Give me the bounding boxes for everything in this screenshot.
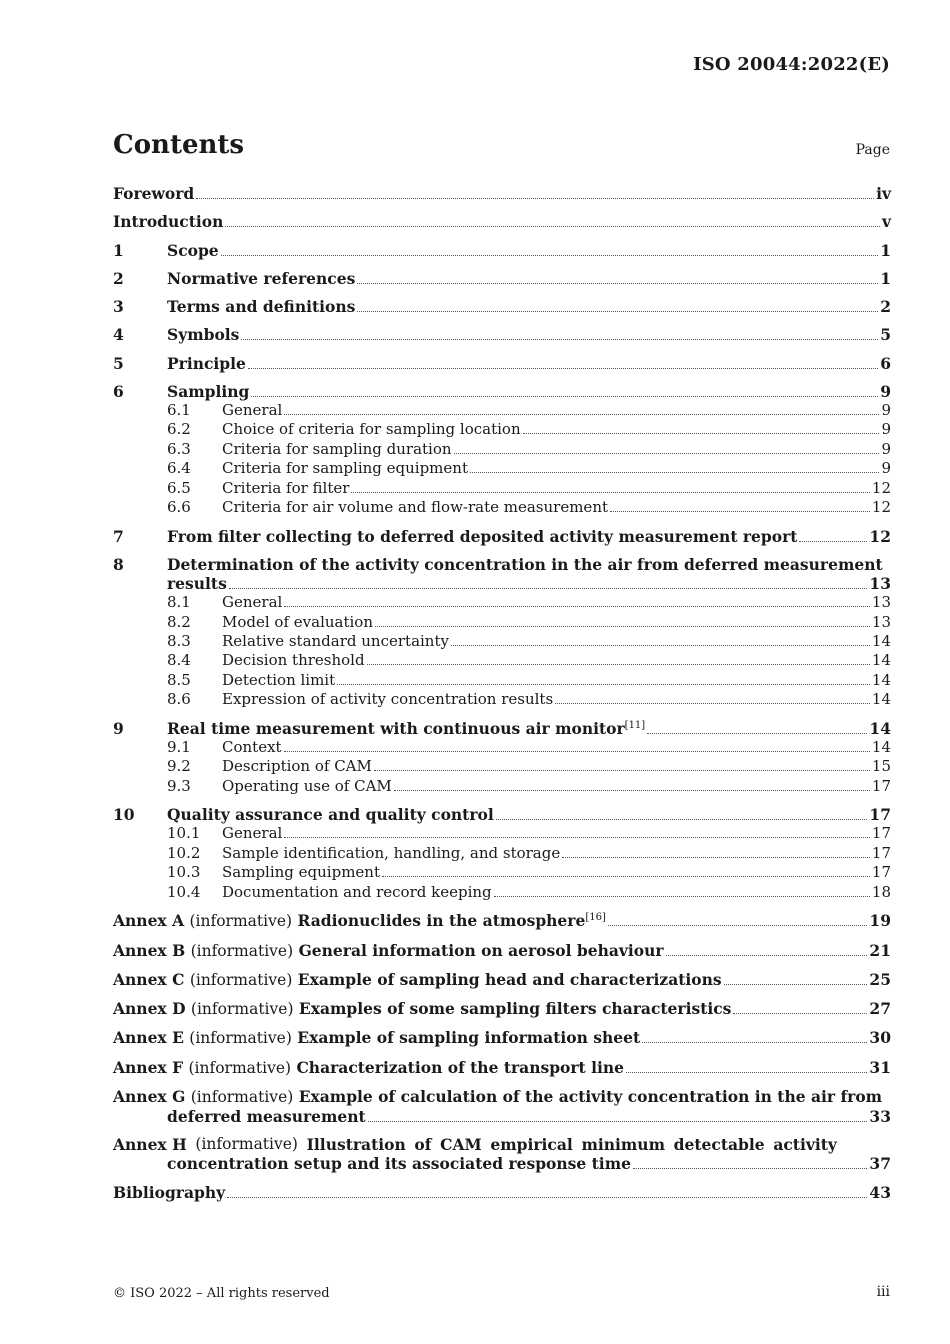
title-word: activity xyxy=(773,1135,837,1155)
toc-number: 10.2 xyxy=(167,843,201,862)
toc-entry-foreword[interactable] xyxy=(113,184,891,203)
annex-label: Annex C xyxy=(113,969,185,989)
title-word: CAM xyxy=(440,1135,482,1155)
toc-page: 17 xyxy=(869,805,891,825)
toc-subentry[interactable] xyxy=(113,883,891,902)
toc-title: Bibliography xyxy=(113,1182,226,1202)
toc-number: 10.4 xyxy=(167,882,201,901)
toc-subentry[interactable] xyxy=(113,651,891,670)
toc-title: Foreword xyxy=(113,184,195,203)
toc-page: 21 xyxy=(869,940,891,960)
toc-number: 8.1 xyxy=(167,593,191,612)
toc-number: 6.5 xyxy=(167,478,191,497)
toc-page: 18 xyxy=(871,882,891,901)
dot-leader xyxy=(555,703,870,704)
toc-title: Criteria for filter xyxy=(222,478,350,497)
toc-number: 8.3 xyxy=(167,631,191,650)
toc-page: 13 xyxy=(871,612,891,631)
toc-subentry[interactable] xyxy=(113,632,891,651)
toc-page: 31 xyxy=(869,1057,891,1077)
dot-leader xyxy=(647,733,867,734)
toc-title: Annex B (informative) General information on aerosol behaviour xyxy=(113,940,664,960)
toc-number: 8 xyxy=(113,555,124,575)
toc-page: 9 xyxy=(881,459,891,478)
dot-leader xyxy=(284,751,870,752)
annex-type: (informative) xyxy=(188,1058,292,1077)
toc-page: 37 xyxy=(869,1154,891,1174)
toc-entry-sampling[interactable] xyxy=(113,382,891,401)
annex-label: Annex D xyxy=(113,999,186,1019)
toc-title: Choice of criteria for sampling location xyxy=(222,420,521,439)
toc-entry-introduction[interactable] xyxy=(113,212,891,231)
toc-title: Context xyxy=(222,737,282,756)
title-word: Illustration xyxy=(306,1135,406,1155)
annex-type: (informative) xyxy=(190,1088,294,1107)
toc-title: Quality assurance and quality control xyxy=(167,805,494,825)
toc-entry-annex-c[interactable] xyxy=(113,970,891,990)
toc-title: Sample identification, handling, and storage xyxy=(222,843,561,862)
toc-title: Real time measurement with continuous air monitor[11] xyxy=(167,718,646,738)
toc-subentry[interactable] xyxy=(113,420,891,439)
dot-leader xyxy=(610,511,870,512)
dot-leader xyxy=(494,896,870,897)
toc-page: 27 xyxy=(869,999,891,1019)
toc-entry-annex-a[interactable] xyxy=(113,911,891,931)
toc-title: Documentation and record keeping xyxy=(222,882,492,901)
toc-title-line2: deferred measurement xyxy=(167,1107,366,1127)
toc-title: Annex C (informative) Example of sampling head and characterizations xyxy=(113,969,722,989)
dot-leader xyxy=(633,1168,867,1169)
toc-number: 9.2 xyxy=(167,757,191,776)
annex-type: (informative) xyxy=(190,941,294,960)
footer-page-number: iii xyxy=(876,1284,890,1300)
dot-leader xyxy=(523,433,880,434)
toc-page: 14 xyxy=(871,690,891,709)
toc-title: Sampling equipment xyxy=(222,863,380,882)
toc-number: 1 xyxy=(113,240,124,260)
toc-page: 14 xyxy=(871,737,891,756)
toc-number: 8.6 xyxy=(167,690,191,709)
dot-leader xyxy=(357,283,878,284)
toc-page: 1 xyxy=(880,240,891,260)
toc-number: 8.2 xyxy=(167,612,191,631)
toc-entry-annex-g-cont[interactable] xyxy=(113,1107,891,1126)
toc-entry-annex-f[interactable] xyxy=(113,1058,891,1078)
toc-entry-annex-h[interactable] xyxy=(113,1135,837,1154)
annex-type: (informative) xyxy=(189,1029,292,1048)
page-title: Contents xyxy=(113,130,245,160)
toc-page: 19 xyxy=(869,911,891,931)
dot-leader xyxy=(642,1042,867,1043)
dot-leader xyxy=(284,837,870,838)
toc-subentry[interactable] xyxy=(113,738,891,757)
dot-leader xyxy=(284,606,870,607)
toc-entry-annex-g[interactable] xyxy=(113,1087,891,1107)
toc-subentry[interactable] xyxy=(113,498,891,517)
dot-leader xyxy=(470,472,879,473)
toc-entry-annex-b[interactable] xyxy=(113,941,891,961)
toc-subentry[interactable] xyxy=(113,671,891,690)
toc-number: 8.4 xyxy=(167,651,191,670)
toc-page: 2 xyxy=(880,297,891,317)
toc-title-line1: Determination of the activity concentration in the air from deferred measurement xyxy=(167,555,883,575)
toc-subentry[interactable] xyxy=(113,459,891,478)
toc-title: Criteria for sampling equipment xyxy=(222,459,468,478)
dot-leader xyxy=(733,1013,867,1014)
toc-number: 5 xyxy=(113,353,124,373)
toc-entry-annex-e[interactable] xyxy=(113,1028,891,1048)
toc-entry-principle[interactable] xyxy=(113,354,891,373)
toc-title: Criteria for air volume and flow-rate measurement xyxy=(222,498,609,517)
toc-title: Scope xyxy=(167,240,219,260)
annex-label: Annex B xyxy=(113,940,186,960)
toc-page: iv xyxy=(876,184,891,203)
toc-entry-terms-and-definitions[interactable] xyxy=(113,297,891,316)
toc-title: Annex F (informative) Characterization of the transport line xyxy=(113,1057,624,1077)
toc-subentry[interactable] xyxy=(113,440,891,459)
toc-number: 4 xyxy=(113,325,124,345)
dot-leader xyxy=(626,1072,867,1073)
toc-entry-bibliography[interactable] xyxy=(113,1183,891,1202)
title-word: detectable xyxy=(673,1135,765,1155)
toc-number: 3 xyxy=(113,297,124,317)
toc-title: Terms and definitions xyxy=(167,297,356,317)
dot-leader xyxy=(229,588,868,589)
annex-label: Annex A xyxy=(113,911,185,931)
toc-title: General xyxy=(222,401,283,420)
toc-number: 6.2 xyxy=(167,420,191,439)
toc-entry-quality-assurance[interactable] xyxy=(113,805,891,824)
toc-title-line2: results xyxy=(167,574,227,594)
toc-title-line1: Example of calculation of the activity concentration in the air from xyxy=(298,1087,883,1107)
toc-subentry[interactable] xyxy=(113,690,891,709)
toc-title: Sampling xyxy=(167,382,250,402)
dot-leader xyxy=(374,770,870,771)
toc-entry-scope[interactable] xyxy=(113,241,891,260)
toc-page: 25 xyxy=(869,969,891,989)
toc-title: Expression of activity concentration results xyxy=(222,690,554,709)
toc-subentry[interactable] xyxy=(113,777,891,796)
toc-page: 12 xyxy=(869,526,891,546)
toc-number: 7 xyxy=(113,526,124,546)
toc-subentry[interactable] xyxy=(113,479,891,498)
toc-page: 15 xyxy=(871,757,891,776)
toc-page: 9 xyxy=(881,420,891,439)
title-word: empirical xyxy=(490,1135,573,1155)
dot-leader xyxy=(368,1121,868,1122)
dot-leader xyxy=(196,198,874,199)
toc-number: 6.3 xyxy=(167,439,191,458)
toc-page: 17 xyxy=(871,843,891,862)
toc-title: From filter collecting to deferred deposited activity measurement report xyxy=(167,526,798,546)
toc-title: General xyxy=(222,824,283,843)
dot-leader xyxy=(724,984,868,985)
toc-title: Annex D (informative) Examples of some sampling filters characteristics xyxy=(113,999,732,1019)
toc-subentry[interactable] xyxy=(113,401,891,420)
toc-number: 6 xyxy=(113,382,124,402)
toc-title: Decision threshold xyxy=(222,651,365,670)
toc-title: Description of CAM xyxy=(222,757,372,776)
toc-subentry[interactable] xyxy=(113,863,891,882)
annex-type: (informative) xyxy=(189,912,293,931)
toc-page: 14 xyxy=(871,631,891,650)
toc-page: 33 xyxy=(869,1107,891,1127)
toc-entry-annex-h-cont[interactable] xyxy=(113,1154,891,1173)
toc-page: 9 xyxy=(880,382,891,402)
dot-leader xyxy=(248,368,878,369)
toc-subentry[interactable] xyxy=(113,824,891,843)
toc-number: 9.3 xyxy=(167,776,191,795)
dot-leader xyxy=(284,414,879,415)
toc-entry-determination-cont[interactable] xyxy=(113,574,891,593)
toc-page: 43 xyxy=(869,1182,891,1202)
toc-page: v xyxy=(881,212,891,232)
toc-entry-symbols[interactable] xyxy=(113,325,891,344)
toc-page: 5 xyxy=(880,325,891,345)
toc-page: 14 xyxy=(871,651,891,670)
toc-entry-normative-references[interactable] xyxy=(113,269,891,288)
toc-page: 13 xyxy=(869,574,891,594)
dot-leader xyxy=(375,626,870,627)
annex-label: Annex G xyxy=(113,1087,186,1107)
toc-number: 6.1 xyxy=(167,401,191,420)
annex-type: (informative) xyxy=(190,1000,294,1019)
toc-entry-filter-to-report[interactable] xyxy=(113,527,891,546)
toc-title: General xyxy=(222,593,283,612)
dot-leader xyxy=(357,311,878,312)
toc-title: Relative standard uncertainty xyxy=(222,631,449,650)
dot-leader xyxy=(337,684,870,685)
toc-number: 10 xyxy=(113,805,135,825)
reference-superscript: [16] xyxy=(585,912,606,924)
toc-number: 8.5 xyxy=(167,670,191,689)
document-id: ISO 20044:2022(E) xyxy=(693,54,890,75)
toc-title-line2: concentration setup and its associated response time xyxy=(167,1154,631,1174)
dot-leader xyxy=(351,492,869,493)
toc-page: 17 xyxy=(871,863,891,882)
toc-entry-annex-d[interactable] xyxy=(113,999,891,1019)
toc-title: Normative references xyxy=(167,268,356,288)
title-word: of xyxy=(414,1135,432,1155)
toc-number: 9 xyxy=(113,718,124,738)
table-of-contents xyxy=(113,184,891,1202)
toc-title: Symbols xyxy=(167,325,240,345)
toc-subentry[interactable] xyxy=(113,844,891,863)
dot-leader xyxy=(799,541,867,542)
dot-leader xyxy=(227,1197,867,1198)
toc-page: 13 xyxy=(871,593,891,612)
dot-leader xyxy=(451,645,870,646)
dot-leader xyxy=(382,876,870,877)
toc-number: 2 xyxy=(113,268,124,288)
toc-page: 1 xyxy=(880,268,891,288)
toc-page: 12 xyxy=(871,498,891,517)
dot-leader xyxy=(221,255,879,256)
toc-page: 12 xyxy=(871,478,891,497)
toc-number: 9.1 xyxy=(167,737,191,756)
page-column-label: Page xyxy=(855,142,890,158)
toc-subentry[interactable] xyxy=(113,757,891,776)
toc-page: 17 xyxy=(871,824,891,843)
toc-page: 9 xyxy=(881,439,891,458)
dot-leader xyxy=(608,925,868,926)
toc-number: 6.4 xyxy=(167,459,191,478)
toc-entry-determination[interactable] xyxy=(113,555,891,574)
annex-label: Annex E xyxy=(113,1028,184,1048)
reference-superscript: [11] xyxy=(624,719,646,731)
toc-page: 14 xyxy=(871,670,891,689)
dot-leader xyxy=(225,226,880,227)
footer-copyright: © ISO 2022 – All rights reserved xyxy=(113,1286,330,1301)
toc-entry-real-time-measurement[interactable] xyxy=(113,719,891,738)
dot-leader xyxy=(454,453,880,454)
toc-subentry[interactable] xyxy=(113,613,891,632)
toc-page: 6 xyxy=(880,353,891,373)
dot-leader xyxy=(394,790,870,791)
toc-title: Operating use of CAM xyxy=(222,776,392,795)
toc-title: Annex A (informative) Radionuclides in the atmosphere[16] xyxy=(113,911,606,931)
toc-page: 30 xyxy=(869,1028,891,1048)
toc-number: 10.1 xyxy=(167,824,201,843)
dot-leader xyxy=(251,396,878,397)
title-word: minimum xyxy=(581,1135,665,1155)
toc-title: Introduction xyxy=(113,212,224,232)
toc-title: Annex E (informative) Example of sampling information sheet xyxy=(113,1028,641,1048)
toc-page: 17 xyxy=(871,776,891,795)
toc-title: Model of evaluation xyxy=(222,612,373,631)
toc-title: Detection limit xyxy=(222,670,336,689)
toc-subentry[interactable] xyxy=(113,593,891,612)
annex-type: (informative) xyxy=(195,1135,298,1154)
annex-label: Annex F xyxy=(113,1057,184,1077)
dot-leader xyxy=(562,857,870,858)
toc-page: 14 xyxy=(869,718,891,738)
annex-label: Annex H xyxy=(113,1135,187,1155)
toc-page: 9 xyxy=(881,401,891,420)
dot-leader xyxy=(496,819,868,820)
dot-leader xyxy=(666,955,868,956)
dot-leader xyxy=(367,664,870,665)
toc-number: 10.3 xyxy=(167,863,201,882)
toc-title: Principle xyxy=(167,353,246,373)
toc-number: 6.6 xyxy=(167,498,191,517)
toc-title: Criteria for sampling duration xyxy=(222,439,452,458)
dot-leader xyxy=(241,339,878,340)
annex-type: (informative) xyxy=(189,970,293,989)
